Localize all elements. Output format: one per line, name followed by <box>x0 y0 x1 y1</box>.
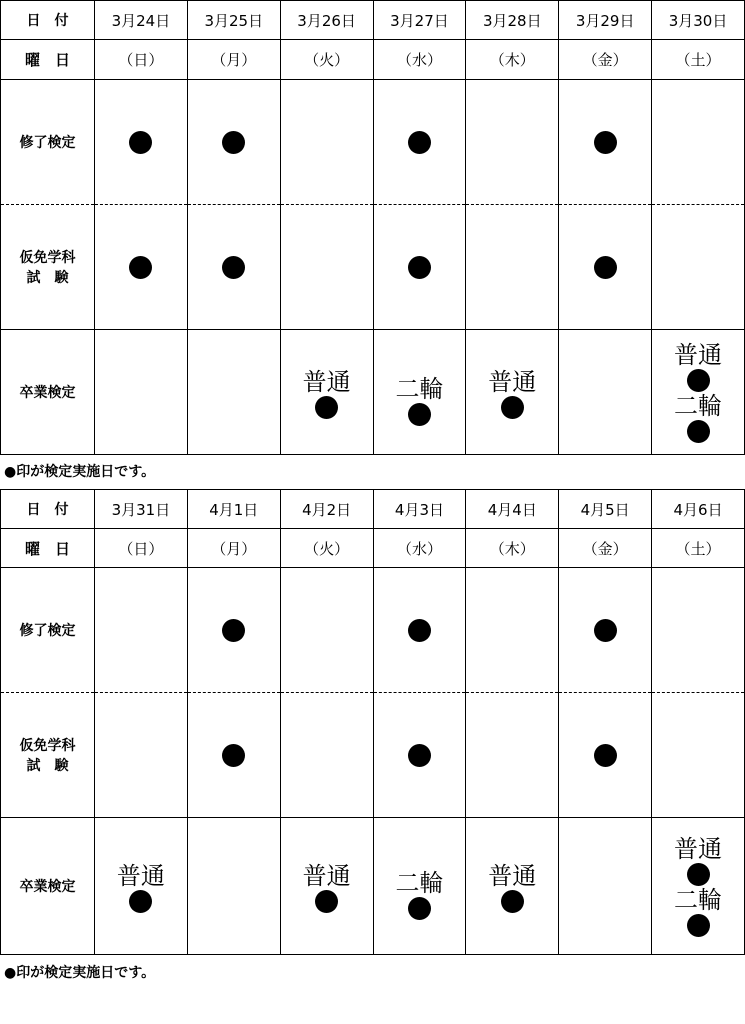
marker-group <box>559 744 651 767</box>
karimen-cell <box>95 205 188 330</box>
karimen-row-label <box>1 693 95 818</box>
weekday-cell: （火） <box>280 529 373 568</box>
shuryo-row-label: 修了検定 <box>1 80 95 205</box>
date-cell: 4月2日 <box>280 490 373 529</box>
sotsugyo-row-label: 卒業検定 <box>1 330 95 455</box>
marker-group <box>652 835 744 937</box>
weekday-row <box>1 40 745 80</box>
shuryo-cell <box>373 568 466 693</box>
sotsugyo-row <box>1 818 745 955</box>
karimen-row-label <box>1 205 95 330</box>
exam-dot-icon <box>315 396 338 419</box>
marker-group <box>374 619 466 642</box>
marker-group <box>95 131 187 154</box>
shuryo-cell <box>559 80 652 205</box>
sotsugyo-row <box>1 330 745 455</box>
karimen-row <box>1 693 745 818</box>
exam-dot-icon <box>315 890 338 913</box>
sotsugyo-cell <box>466 818 559 955</box>
weekday-cell: （金） <box>559 529 652 568</box>
marker-group <box>559 131 651 154</box>
marker-group <box>466 860 558 913</box>
exam-type-label: 普通 <box>488 367 537 396</box>
date-cell: 3月27日 <box>373 1 466 40</box>
date-cell: 4月5日 <box>559 490 652 529</box>
date-cell: 4月3日 <box>373 490 466 529</box>
date-row <box>1 1 745 40</box>
exam-dot-icon <box>408 744 431 767</box>
shuryo-cell <box>559 568 652 693</box>
weekday-cell: （水） <box>373 40 466 80</box>
legend-note: ●印が検定実施日です。 <box>4 965 156 981</box>
karimen-label-line-2: 試 験 <box>26 270 69 286</box>
shuryo-cell <box>280 80 373 205</box>
weekday-cell: （日） <box>95 529 188 568</box>
shuryo-cell <box>652 568 745 693</box>
karimen-cell <box>280 205 373 330</box>
karimen-cell <box>559 205 652 330</box>
marker-group <box>281 366 373 419</box>
sotsugyo-cell <box>373 330 466 455</box>
exam-dot-icon <box>594 619 617 642</box>
exam-dot-icon <box>408 619 431 642</box>
shuryo-row <box>1 80 745 205</box>
legend-note: ●印が検定実施日です。 <box>4 464 156 480</box>
exam-dot-icon <box>222 131 245 154</box>
marker-group <box>652 341 744 443</box>
weekday-cell: （土） <box>652 529 745 568</box>
marker-group <box>188 744 280 767</box>
marker-group <box>559 619 651 642</box>
shuryo-cell <box>373 80 466 205</box>
exam-dot-icon <box>129 256 152 279</box>
date-cell: 4月6日 <box>652 490 745 529</box>
shuryo-cell <box>95 80 188 205</box>
marker-group <box>374 744 466 767</box>
exam-dot-icon <box>408 897 431 920</box>
exam-dot-icon <box>594 744 617 767</box>
shuryo-cell <box>466 568 559 693</box>
marker-group <box>374 256 466 279</box>
schedule-table-week-1 <box>0 0 745 455</box>
karimen-cell <box>187 205 280 330</box>
sotsugyo-cell <box>280 818 373 955</box>
shuryo-cell <box>280 568 373 693</box>
sotsugyo-cell <box>95 818 188 955</box>
date-cell: 3月28日 <box>466 1 559 40</box>
marker-group <box>466 366 558 419</box>
exam-dot-icon <box>687 369 710 392</box>
weekday-cell: （月） <box>187 529 280 568</box>
weekday-row-label: 曜 日 <box>1 529 95 568</box>
date-cell: 3月31日 <box>95 490 188 529</box>
marker-group <box>188 131 280 154</box>
weekday-cell: （金） <box>559 40 652 80</box>
sotsugyo-cell <box>559 330 652 455</box>
marker-group <box>95 860 187 913</box>
date-cell: 3月25日 <box>187 1 280 40</box>
marker-group <box>188 619 280 642</box>
exam-type-label: 普通 <box>674 835 723 863</box>
date-row <box>1 490 745 529</box>
weekday-cell: （日） <box>95 40 188 80</box>
exam-dot-icon <box>222 744 245 767</box>
shuryo-cell <box>652 80 745 205</box>
exam-dot-icon <box>687 863 710 886</box>
weekday-cell: （月） <box>187 40 280 80</box>
sotsugyo-cell <box>95 330 188 455</box>
shuryo-row <box>1 568 745 693</box>
sotsugyo-row-label: 卒業検定 <box>1 818 95 955</box>
weekday-cell: （木） <box>466 529 559 568</box>
exam-type-label: 普通 <box>674 341 723 369</box>
date-cell: 3月30日 <box>652 1 745 40</box>
date-row-label: 日 付 <box>1 490 95 529</box>
exam-dot-icon <box>501 396 524 419</box>
sotsugyo-cell <box>466 330 559 455</box>
date-cell: 3月24日 <box>95 1 188 40</box>
date-cell: 3月26日 <box>280 1 373 40</box>
exam-dot-icon <box>501 890 524 913</box>
weekday-cell: （火） <box>280 40 373 80</box>
shuryo-cell <box>466 80 559 205</box>
exam-type-label: 普通 <box>302 861 351 890</box>
exam-dot-icon <box>408 403 431 426</box>
exam-dot-icon <box>687 420 710 443</box>
karimen-cell <box>187 693 280 818</box>
karimen-cell <box>466 205 559 330</box>
sotsugyo-cell <box>280 330 373 455</box>
karimen-cell <box>466 693 559 818</box>
karimen-label-line-1: 仮免学科 <box>19 250 76 266</box>
karimen-cell <box>559 693 652 818</box>
weekday-cell: （水） <box>373 529 466 568</box>
karimen-cell <box>373 205 466 330</box>
sotsugyo-cell <box>187 330 280 455</box>
exam-type-label: 二輪 <box>395 868 444 897</box>
sotsugyo-cell <box>373 818 466 955</box>
exam-dot-icon <box>594 131 617 154</box>
marker-group <box>374 131 466 154</box>
karimen-row <box>1 205 745 330</box>
shuryo-cell <box>187 80 280 205</box>
date-cell: 4月1日 <box>187 490 280 529</box>
exam-type-label: 普通 <box>302 367 351 396</box>
exam-dot-icon <box>129 890 152 913</box>
marker-group <box>374 359 466 426</box>
exam-type-label: 二輪 <box>395 374 444 403</box>
weekday-cell: （木） <box>466 40 559 80</box>
marker-group <box>188 256 280 279</box>
exam-dot-icon <box>687 914 710 937</box>
exam-type-label: 普通 <box>488 861 537 890</box>
karimen-label-line-2: 試 験 <box>26 758 69 774</box>
schedule-table-week-2 <box>0 489 745 955</box>
sotsugyo-cell <box>652 818 745 955</box>
shuryo-cell <box>187 568 280 693</box>
exam-dot-icon <box>408 256 431 279</box>
shuryo-row-label: 修了検定 <box>1 568 95 693</box>
exam-dot-icon <box>594 256 617 279</box>
exam-dot-icon <box>408 131 431 154</box>
exam-dot-icon <box>222 256 245 279</box>
marker-group <box>281 860 373 913</box>
exam-type-label: 二輪 <box>674 886 723 914</box>
marker-group <box>559 256 651 279</box>
exam-dot-icon <box>129 131 152 154</box>
weekday-cell: （土） <box>652 40 745 80</box>
date-cell: 3月29日 <box>559 1 652 40</box>
exam-type-label: 普通 <box>116 861 165 890</box>
weekday-row <box>1 529 745 568</box>
karimen-cell <box>652 693 745 818</box>
exam-type-label: 二輪 <box>674 392 723 420</box>
karimen-cell <box>373 693 466 818</box>
sotsugyo-cell <box>187 818 280 955</box>
karimen-cell <box>652 205 745 330</box>
date-row-label: 日 付 <box>1 1 95 40</box>
marker-group <box>374 853 466 920</box>
weekday-row-label: 曜 日 <box>1 40 95 80</box>
karimen-cell <box>95 693 188 818</box>
karimen-cell <box>280 693 373 818</box>
exam-dot-icon <box>222 619 245 642</box>
date-cell: 4月4日 <box>466 490 559 529</box>
shuryo-cell <box>95 568 188 693</box>
karimen-label-line-1: 仮免学科 <box>19 738 76 754</box>
sotsugyo-cell <box>559 818 652 955</box>
sotsugyo-cell <box>652 330 745 455</box>
marker-group <box>95 256 187 279</box>
